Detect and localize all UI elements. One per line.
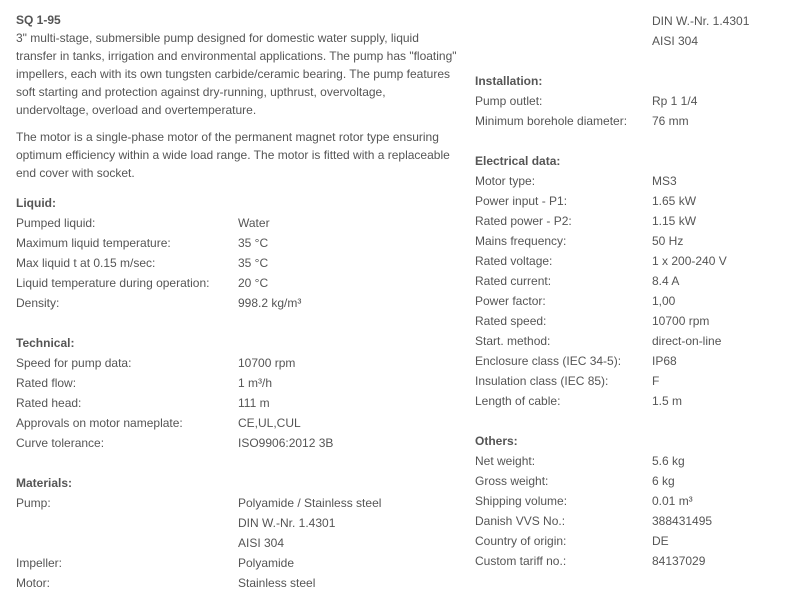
spec-label: Rated head:: [16, 396, 82, 410]
spec-row: [475, 471, 785, 491]
spec-row: [16, 553, 461, 573]
section-title: Liquid:: [16, 196, 56, 210]
motor-description: The motor is a single-phase motor of the permanent magnet rotor type ensuring optimum efficiency within a wide load range. The motor is fitted with a replaceable end cover with socket.: [16, 130, 450, 180]
spec-value: 6 kg: [652, 474, 675, 488]
spec-label: Motor:: [16, 576, 51, 590]
section-title: Electrical data:: [475, 154, 561, 168]
spec-label: Power input - P1:: [475, 194, 568, 208]
spec-value: 1.65 kW: [652, 194, 697, 208]
spec-value: Rp 1 1/4: [652, 94, 698, 108]
spec-row: [475, 231, 785, 251]
section-title: Materials:: [16, 476, 73, 490]
spec-value: 5.6 kg: [652, 454, 685, 468]
spec-value: 50 Hz: [652, 234, 684, 248]
spec-value: Water: [238, 216, 270, 230]
others-section: [475, 431, 785, 571]
motor-material-continuation: [475, 11, 785, 51]
spec-row: [16, 213, 461, 233]
materials-section: [16, 473, 461, 593]
spec-label: Minimum borehole diameter:: [475, 114, 628, 128]
spec-value: 8.4 A: [652, 274, 680, 288]
spec-row: [475, 91, 785, 111]
spec-row: [475, 371, 785, 391]
spec-label: Curve tolerance:: [16, 436, 105, 450]
spec-value: DIN W.-Nr. 1.4301: [238, 516, 336, 530]
spec-row: [16, 353, 461, 373]
spec-value: 1 x 200-240 V: [652, 254, 727, 268]
spec-value: F: [652, 374, 660, 388]
spec-row: [16, 293, 461, 313]
spec-row: [475, 251, 785, 271]
spec-label: Maximum liquid temperature:: [16, 236, 171, 250]
spec-value: 20 °C: [238, 276, 269, 290]
spec-row: [16, 413, 461, 433]
spec-row: [475, 211, 785, 231]
spec-value: 1,00: [652, 294, 676, 308]
spec-label: Motor type:: [475, 174, 536, 188]
spec-value: IP68: [652, 354, 677, 368]
spec-row: [475, 111, 785, 131]
spec-label: Rated power - P2:: [475, 214, 572, 228]
spec-label: Max liquid t at 0.15 m/sec:: [16, 256, 156, 270]
spec-row: [475, 331, 785, 351]
product-title: SQ 1-95: [16, 13, 61, 27]
spec-value: 76 mm: [652, 114, 689, 128]
spec-label: Density:: [16, 296, 60, 310]
spec-row: [475, 351, 785, 371]
spec-label: Shipping volume:: [475, 494, 568, 508]
left-column: [16, 11, 461, 593]
spec-value: CE,UL,CUL: [238, 416, 301, 430]
product-description: 3" multi-stage, submersible pump designed for domestic water supply, liquid transfer in tanks, irrigation and environmental applications. The pump has "floating" impellers, each with its own tungsten carbide/ceramic bearing. The pump features soft starting and protection against dry-running, upthrust, overvoltage, undervoltage, overload and overtemperature.: [16, 31, 457, 117]
spec-value: Stainless steel: [238, 576, 316, 590]
liquid-section: [16, 193, 461, 313]
spec-value: AISI 304: [238, 536, 285, 550]
spec-row: [475, 511, 785, 531]
spec-value: AISI 304: [652, 34, 699, 48]
spec-value: DIN W.-Nr. 1.4301: [652, 14, 750, 28]
spec-label: Length of cable:: [475, 394, 561, 408]
spec-value: Polyamide: [238, 556, 295, 570]
spec-label: Speed for pump data:: [16, 356, 132, 370]
spec-row: [475, 191, 785, 211]
spec-value: 10700 rpm: [652, 314, 710, 328]
spec-value: 35 °C: [238, 256, 269, 270]
spec-row: [16, 233, 461, 253]
spec-row: [16, 433, 461, 453]
spec-label: Insulation class (IEC 85):: [475, 374, 609, 388]
spec-value: 998.2 kg/m³: [238, 296, 302, 310]
spec-row: [475, 491, 785, 511]
spec-value: 1.15 kW: [652, 214, 697, 228]
spec-value: ISO9906:2012 3B: [238, 436, 334, 450]
spec-label: Impeller:: [16, 556, 63, 570]
electrical-section: [475, 151, 785, 411]
installation-section: [475, 71, 785, 131]
technical-section: [16, 333, 461, 453]
spec-label: Rated flow:: [16, 376, 77, 390]
spec-label: Enclosure class (IEC 34-5):: [475, 354, 622, 368]
section-title: Technical:: [16, 336, 75, 350]
spec-label: Pump:: [16, 496, 51, 510]
spec-label: Rated voltage:: [475, 254, 553, 268]
spec-label: Custom tariff no.:: [475, 554, 567, 568]
spec-label: Pump outlet:: [475, 94, 543, 108]
spec-label: Power factor:: [475, 294, 546, 308]
spec-label: Country of origin:: [475, 534, 567, 548]
spec-row: [16, 273, 461, 293]
spec-value-list: [238, 493, 381, 553]
spec-label: Gross weight:: [475, 474, 549, 488]
spec-value: DE: [652, 534, 669, 548]
spec-label: Start. method:: [475, 334, 551, 348]
spec-value: 35 °C: [238, 236, 269, 250]
spec-label: Rated speed:: [475, 314, 547, 328]
spec-row: [475, 311, 785, 331]
spec-row: [16, 393, 461, 413]
spec-row: [475, 451, 785, 471]
spec-row: [475, 271, 785, 291]
spec-label: Rated current:: [475, 274, 552, 288]
spec-value: 111 m: [238, 396, 270, 410]
spec-value: Polyamide / Stainless steel: [238, 496, 382, 510]
spec-row: [16, 493, 461, 553]
spec-row: [16, 373, 461, 393]
spec-label: Danish VVS No.:: [475, 514, 566, 528]
spec-value: 1 m³/h: [238, 376, 273, 390]
spec-row: [475, 291, 785, 311]
spec-label: Pumped liquid:: [16, 216, 96, 230]
section-title: Others:: [475, 434, 518, 448]
section-title: Installation:: [475, 74, 543, 88]
spec-value: 10700 rpm: [238, 356, 296, 370]
spec-value: direct-on-line: [652, 334, 722, 348]
spec-value: MS3: [652, 174, 677, 188]
spec-label: Approvals on motor nameplate:: [16, 416, 183, 430]
spec-row: [475, 531, 785, 551]
spec-value: 0.01 m³: [652, 494, 693, 508]
spec-row: [475, 171, 785, 191]
spec-row: [475, 551, 785, 571]
spec-value: 388431495: [652, 514, 713, 528]
spec-label: Net weight:: [475, 454, 536, 468]
spec-row: [475, 391, 785, 411]
spec-row: [16, 573, 461, 593]
right-column: [475, 11, 785, 571]
spec-value: 84137029: [652, 554, 706, 568]
spec-value: 1.5 m: [652, 394, 683, 408]
spec-label: Liquid temperature during operation:: [16, 276, 210, 290]
spec-row: [16, 253, 461, 273]
spec-label: Mains frequency:: [475, 234, 567, 248]
